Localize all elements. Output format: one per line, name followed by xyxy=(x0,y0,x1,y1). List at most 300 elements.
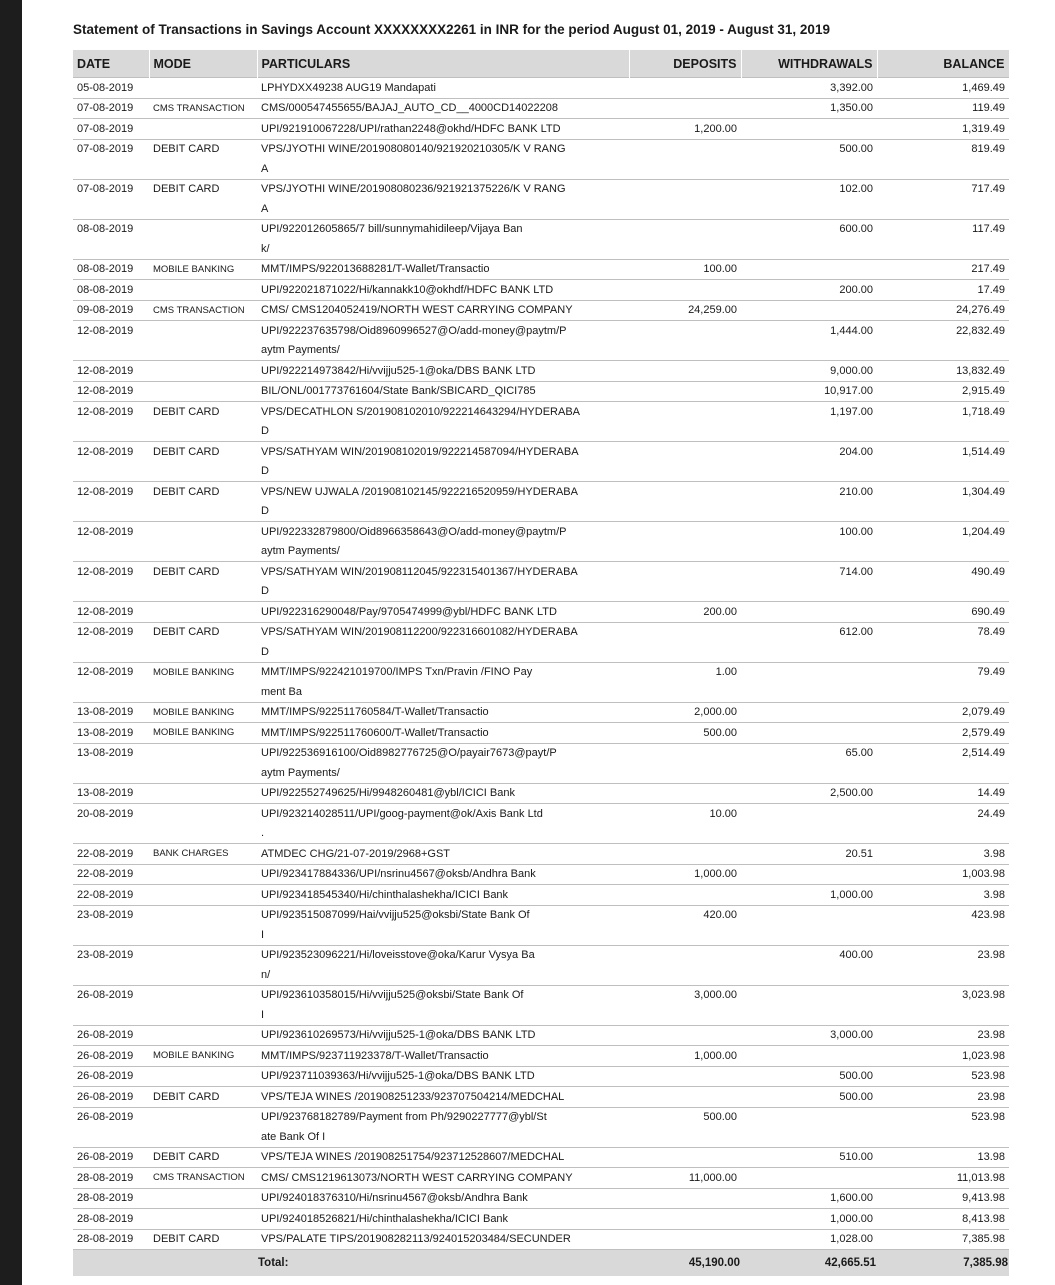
table-row xyxy=(73,662,1009,682)
table-row-continuation xyxy=(73,1005,1009,1025)
row-deposits xyxy=(629,885,741,906)
row-particulars: MMT/IMPS/922511760584/T-Wallet/Transactio xyxy=(257,702,629,723)
row-particulars: UPI/922237635798/Oid8960996527@O/add-money@paytm/P xyxy=(257,321,629,341)
row-balance: 1,003.98 xyxy=(877,864,1009,885)
row-deposits: 3,000.00 xyxy=(629,985,741,1005)
row-balance: 23.98 xyxy=(877,945,1009,965)
statement-title: Statement of Transactions in Savings Account XXXXXXXX2261 in INR for the period August 01, 2019 - August 31, 2019 xyxy=(73,22,830,37)
row-mode: MOBILE BANKING xyxy=(149,259,257,280)
table-row xyxy=(73,945,1009,965)
row-mode xyxy=(149,804,257,824)
table-row xyxy=(73,119,1009,140)
table-row-continuation xyxy=(73,159,1009,179)
row-particulars-continuation: A xyxy=(261,162,269,175)
row-date: 07-08-2019 xyxy=(73,179,149,199)
row-withdrawals xyxy=(741,702,877,723)
row-deposits xyxy=(629,139,741,159)
row-balance: 1,718.49 xyxy=(877,402,1009,422)
row-mode xyxy=(149,361,257,382)
row-date: 28-08-2019 xyxy=(73,1229,149,1250)
row-particulars: VPS/TEJA WINES /201908251233/923707504214/MEDCHAL xyxy=(257,1087,629,1108)
row-balance: 22,832.49 xyxy=(877,321,1009,341)
row-mode: DEBIT CARD xyxy=(149,1147,257,1168)
row-balance: 9,413.98 xyxy=(877,1188,1009,1209)
row-date: 13-08-2019 xyxy=(73,723,149,744)
table-row-continuation xyxy=(73,239,1009,259)
row-date: 22-08-2019 xyxy=(73,864,149,885)
table-row xyxy=(73,1087,1009,1108)
row-balance: 217.49 xyxy=(877,259,1009,280)
table-row xyxy=(73,98,1009,119)
row-withdrawals: 500.00 xyxy=(741,1087,877,1108)
table-row xyxy=(73,442,1009,462)
row-particulars: VPS/SATHYAM WIN/201908102019/922214587094/HYDERABA xyxy=(257,442,629,462)
row-balance: 717.49 xyxy=(877,179,1009,199)
total-label: Total: xyxy=(257,1250,629,1277)
table-row xyxy=(73,361,1009,382)
row-date: 26-08-2019 xyxy=(73,1025,149,1046)
row-balance: 3.98 xyxy=(877,885,1009,906)
row-mode xyxy=(149,864,257,885)
row-withdrawals: 2,500.00 xyxy=(741,783,877,804)
table-row xyxy=(73,219,1009,239)
row-particulars: MMT/IMPS/923711923378/T-Wallet/Transactio xyxy=(257,1046,629,1067)
table-row-continuation xyxy=(73,1127,1009,1147)
row-balance: 2,579.49 xyxy=(877,723,1009,744)
statement-page xyxy=(73,14,1009,1276)
row-deposits xyxy=(629,743,741,763)
row-mode: DEBIT CARD xyxy=(149,139,257,159)
row-particulars-continuation: ate Bank Of I xyxy=(261,1130,326,1143)
row-mode xyxy=(149,78,257,99)
table-row-continuation xyxy=(73,462,1009,482)
row-date: 05-08-2019 xyxy=(73,78,149,99)
row-withdrawals: 210.00 xyxy=(741,482,877,502)
row-mode xyxy=(149,905,257,925)
row-particulars-continuation: I xyxy=(261,1008,265,1021)
row-date: 12-08-2019 xyxy=(73,402,149,422)
row-mode: CMS TRANSACTION xyxy=(149,1168,257,1189)
table-row xyxy=(73,885,1009,906)
table-row xyxy=(73,1188,1009,1209)
row-balance: 24.49 xyxy=(877,804,1009,824)
row-balance: 17.49 xyxy=(877,280,1009,301)
row-particulars: VPS/SATHYAM WIN/201908112045/922315401367/HYDERABA xyxy=(257,562,629,582)
row-balance: 8,413.98 xyxy=(877,1209,1009,1230)
table-row xyxy=(73,522,1009,542)
table-row-continuation xyxy=(73,682,1009,702)
table-row xyxy=(73,702,1009,723)
row-mode: MOBILE BANKING xyxy=(149,723,257,744)
row-deposits: 420.00 xyxy=(629,905,741,925)
row-mode xyxy=(149,985,257,1005)
row-mode: DEBIT CARD xyxy=(149,562,257,582)
row-particulars: UPI/924018376310/Hi/nsrinu4567@oksb/Andhra Bank xyxy=(257,1188,629,1209)
total-balance: 7,385.98 xyxy=(877,1250,1009,1277)
row-deposits xyxy=(629,1087,741,1108)
row-date: 28-08-2019 xyxy=(73,1188,149,1209)
row-mode xyxy=(149,885,257,906)
row-deposits xyxy=(629,98,741,119)
table-row xyxy=(73,259,1009,280)
row-deposits xyxy=(629,562,741,582)
table-row-continuation xyxy=(73,502,1009,522)
row-particulars: UPI/922332879800/Oid8966358643@O/add-money@paytm/P xyxy=(257,522,629,542)
header-mode: MODE xyxy=(149,50,257,78)
table-row-continuation xyxy=(73,965,1009,985)
row-mode: BANK CHARGES xyxy=(149,844,257,865)
row-mode: DEBIT CARD xyxy=(149,482,257,502)
row-particulars: VPS/PALATE TIPS/201908282113/924015203484/SECUNDER xyxy=(257,1229,629,1250)
row-particulars: MMT/IMPS/922013688281/T-Wallet/Transactio xyxy=(257,259,629,280)
row-deposits: 24,259.00 xyxy=(629,300,741,321)
row-deposits xyxy=(629,1147,741,1168)
table-row xyxy=(73,402,1009,422)
row-particulars: UPI/922214973842/Hi/vvijju525-1@oka/DBS BANK LTD xyxy=(257,361,629,382)
row-balance: 23.98 xyxy=(877,1025,1009,1046)
row-mode: MOBILE BANKING xyxy=(149,1046,257,1067)
row-mode xyxy=(149,1107,257,1127)
row-balance: 1,514.49 xyxy=(877,442,1009,462)
row-particulars-continuation: D xyxy=(261,425,269,438)
table-row xyxy=(73,743,1009,763)
row-particulars: MMT/IMPS/922421019700/IMPS Txn/Pravin /FINO Pay xyxy=(257,662,629,682)
row-balance: 3,023.98 xyxy=(877,985,1009,1005)
row-date: 12-08-2019 xyxy=(73,602,149,623)
table-row xyxy=(73,622,1009,642)
row-date: 12-08-2019 xyxy=(73,662,149,682)
row-deposits xyxy=(629,1229,741,1250)
row-withdrawals: 200.00 xyxy=(741,280,877,301)
row-withdrawals: 102.00 xyxy=(741,179,877,199)
row-particulars: UPI/923711039363/Hi/vvijju525-1@oka/DBS BANK LTD xyxy=(257,1066,629,1087)
row-balance: 2,915.49 xyxy=(877,381,1009,402)
row-date: 20-08-2019 xyxy=(73,804,149,824)
row-particulars: UPI/922552749625/Hi/9948260481@ybl/ICICI Bank xyxy=(257,783,629,804)
row-mode xyxy=(149,945,257,965)
row-particulars: LPHYDXX49238 AUG19 Mandapati xyxy=(257,78,629,99)
row-deposits xyxy=(629,482,741,502)
row-withdrawals xyxy=(741,119,877,140)
table-row xyxy=(73,1147,1009,1168)
row-mode xyxy=(149,1188,257,1209)
row-mode xyxy=(149,522,257,542)
row-mode xyxy=(149,119,257,140)
row-withdrawals: 20.51 xyxy=(741,844,877,865)
transactions-body xyxy=(73,78,1009,1250)
table-row-continuation xyxy=(73,542,1009,562)
row-balance: 14.49 xyxy=(877,783,1009,804)
row-balance: 523.98 xyxy=(877,1066,1009,1087)
table-row-continuation xyxy=(73,422,1009,442)
row-particulars-continuation: I xyxy=(261,928,265,941)
row-date: 28-08-2019 xyxy=(73,1209,149,1230)
row-particulars: UPI/922316290048/Pay/9705474999@ybl/HDFC BANK LTD xyxy=(257,602,629,623)
row-particulars: UPI/922012605865/7 bill/sunnymahidileep/Vijaya Ban xyxy=(257,219,629,239)
table-row xyxy=(73,1025,1009,1046)
table-row xyxy=(73,602,1009,623)
row-particulars-continuation: aytm Payments/ xyxy=(261,766,340,779)
row-deposits xyxy=(629,522,741,542)
header-particulars: PARTICULARS xyxy=(257,50,629,78)
table-row xyxy=(73,723,1009,744)
table-row-continuation xyxy=(73,763,1009,783)
table-row xyxy=(73,321,1009,341)
row-particulars: CMS/ CMS1219613073/NORTH WEST CARRYING COMPANY xyxy=(257,1168,629,1189)
table-row xyxy=(73,804,1009,824)
row-particulars-continuation: n/ xyxy=(261,968,271,981)
row-withdrawals: 510.00 xyxy=(741,1147,877,1168)
row-withdrawals: 65.00 xyxy=(741,743,877,763)
row-balance: 23.98 xyxy=(877,1087,1009,1108)
table-row xyxy=(73,905,1009,925)
table-row xyxy=(73,179,1009,199)
row-deposits: 1,000.00 xyxy=(629,1046,741,1067)
row-particulars-continuation: D xyxy=(261,505,269,518)
row-deposits: 1.00 xyxy=(629,662,741,682)
row-mode xyxy=(149,602,257,623)
row-withdrawals xyxy=(741,300,877,321)
row-withdrawals: 500.00 xyxy=(741,139,877,159)
row-balance: 13,832.49 xyxy=(877,361,1009,382)
table-row-continuation xyxy=(73,824,1009,844)
transactions-table xyxy=(73,50,1010,1276)
row-deposits xyxy=(629,945,741,965)
row-withdrawals: 714.00 xyxy=(741,562,877,582)
total-row xyxy=(73,1250,1009,1277)
row-withdrawals: 1,350.00 xyxy=(741,98,877,119)
row-particulars: UPI/923515087099/Hai/vvijju525@oksbi/State Bank Of xyxy=(257,905,629,925)
row-particulars: VPS/JYOTHI WINE/201908080140/921920210305/K V RANG xyxy=(257,139,629,159)
row-date: 26-08-2019 xyxy=(73,1066,149,1087)
row-withdrawals: 10,917.00 xyxy=(741,381,877,402)
table-row-continuation xyxy=(73,199,1009,219)
table-row xyxy=(73,381,1009,402)
row-withdrawals xyxy=(741,1168,877,1189)
row-particulars: UPI/923417884336/UPI/nsrinu4567@oksb/Andhra Bank xyxy=(257,864,629,885)
row-deposits xyxy=(629,622,741,642)
row-deposits: 11,000.00 xyxy=(629,1168,741,1189)
total-deposits: 45,190.00 xyxy=(629,1250,741,1277)
row-mode xyxy=(149,1025,257,1046)
row-balance: 2,514.49 xyxy=(877,743,1009,763)
table-row xyxy=(73,139,1009,159)
row-mode xyxy=(149,219,257,239)
row-mode: MOBILE BANKING xyxy=(149,702,257,723)
row-date: 07-08-2019 xyxy=(73,98,149,119)
row-date: 26-08-2019 xyxy=(73,1107,149,1127)
row-date: 12-08-2019 xyxy=(73,482,149,502)
row-deposits xyxy=(629,402,741,422)
row-particulars: VPS/JYOTHI WINE/201908080236/921921375226/K V RANG xyxy=(257,179,629,199)
row-balance: 13.98 xyxy=(877,1147,1009,1168)
row-date: 12-08-2019 xyxy=(73,442,149,462)
row-deposits xyxy=(629,361,741,382)
row-particulars-continuation: D xyxy=(261,465,269,478)
table-row xyxy=(73,1168,1009,1189)
row-mode: DEBIT CARD xyxy=(149,442,257,462)
row-particulars: UPI/921910067228/UPI/rathan2248@okhd/HDFC BANK LTD xyxy=(257,119,629,140)
row-deposits: 1,200.00 xyxy=(629,119,741,140)
row-date: 23-08-2019 xyxy=(73,905,149,925)
row-deposits xyxy=(629,783,741,804)
table-row xyxy=(73,562,1009,582)
row-date: 08-08-2019 xyxy=(73,280,149,301)
row-balance: 690.49 xyxy=(877,602,1009,623)
table-row xyxy=(73,280,1009,301)
row-date: 07-08-2019 xyxy=(73,139,149,159)
row-particulars-continuation: D xyxy=(261,645,269,658)
row-withdrawals: 600.00 xyxy=(741,219,877,239)
row-particulars: ATMDEC CHG/21-07-2019/2968+GST xyxy=(257,844,629,865)
row-particulars: VPS/TEJA WINES /201908251754/923712528607/MEDCHAL xyxy=(257,1147,629,1168)
row-deposits xyxy=(629,179,741,199)
row-deposits: 500.00 xyxy=(629,1107,741,1127)
table-row xyxy=(73,783,1009,804)
header-withdrawals: WITHDRAWALS xyxy=(741,50,877,78)
row-particulars: BIL/ONL/001773761604/State Bank/SBICARD_QICI785 xyxy=(257,381,629,402)
total-withdrawals: 42,665.51 xyxy=(741,1250,877,1277)
row-withdrawals: 1,197.00 xyxy=(741,402,877,422)
row-particulars: VPS/DECATHLON S/201908102010/922214643294/HYDERABA xyxy=(257,402,629,422)
row-balance: 490.49 xyxy=(877,562,1009,582)
row-deposits xyxy=(629,1025,741,1046)
row-mode xyxy=(149,280,257,301)
row-withdrawals xyxy=(741,723,877,744)
row-particulars-continuation: A xyxy=(261,202,269,215)
row-withdrawals: 100.00 xyxy=(741,522,877,542)
row-mode xyxy=(149,381,257,402)
table-row xyxy=(73,985,1009,1005)
row-balance: 819.49 xyxy=(877,139,1009,159)
row-particulars: UPI/923418545340/Hi/chinthalashekha/ICICI Bank xyxy=(257,885,629,906)
row-date: 12-08-2019 xyxy=(73,321,149,341)
row-withdrawals: 400.00 xyxy=(741,945,877,965)
row-particulars-continuation: aytm Payments/ xyxy=(261,545,340,558)
row-date: 26-08-2019 xyxy=(73,1087,149,1108)
row-withdrawals: 9,000.00 xyxy=(741,361,877,382)
table-row xyxy=(73,1046,1009,1067)
header-deposits: DEPOSITS xyxy=(629,50,741,78)
row-particulars: UPI/922536916100/Oid8982776725@O/payair7673@payt/P xyxy=(257,743,629,763)
row-balance: 523.98 xyxy=(877,1107,1009,1127)
row-date: 28-08-2019 xyxy=(73,1168,149,1189)
row-particulars-continuation: aytm Payments/ xyxy=(261,344,340,357)
row-withdrawals: 1,000.00 xyxy=(741,1209,877,1230)
row-balance: 2,079.49 xyxy=(877,702,1009,723)
row-deposits: 1,000.00 xyxy=(629,864,741,885)
table-row xyxy=(73,1229,1009,1250)
row-withdrawals: 1,028.00 xyxy=(741,1229,877,1250)
row-withdrawals: 500.00 xyxy=(741,1066,877,1087)
row-deposits xyxy=(629,280,741,301)
row-particulars: MMT/IMPS/922511760600/T-Wallet/Transactio xyxy=(257,723,629,744)
row-particulars: UPI/924018526821/Hi/chinthalashekha/ICICI Bank xyxy=(257,1209,629,1230)
row-date: 12-08-2019 xyxy=(73,381,149,402)
row-date: 12-08-2019 xyxy=(73,622,149,642)
row-date: 26-08-2019 xyxy=(73,1046,149,1067)
row-withdrawals xyxy=(741,1107,877,1127)
table-header-row xyxy=(73,50,1009,78)
row-balance: 1,319.49 xyxy=(877,119,1009,140)
row-date: 13-08-2019 xyxy=(73,783,149,804)
row-particulars: CMS/000547455655/BAJAJ_AUTO_CD__4000CD14022208 xyxy=(257,98,629,119)
row-withdrawals: 612.00 xyxy=(741,622,877,642)
row-date: 12-08-2019 xyxy=(73,522,149,542)
table-row xyxy=(73,864,1009,885)
table-row-continuation xyxy=(73,642,1009,662)
row-balance: 78.49 xyxy=(877,622,1009,642)
row-deposits xyxy=(629,1209,741,1230)
row-date: 13-08-2019 xyxy=(73,702,149,723)
row-particulars: UPI/923610358015/Hi/vvijju525@oksbi/State Bank Of xyxy=(257,985,629,1005)
row-deposits xyxy=(629,381,741,402)
row-withdrawals xyxy=(741,864,877,885)
row-mode: DEBIT CARD xyxy=(149,622,257,642)
row-deposits xyxy=(629,442,741,462)
row-deposits: 100.00 xyxy=(629,259,741,280)
row-withdrawals xyxy=(741,662,877,682)
row-balance: 423.98 xyxy=(877,905,1009,925)
row-withdrawals xyxy=(741,602,877,623)
row-particulars-continuation: ment Ba xyxy=(261,685,302,698)
row-particulars: UPI/923768182789/Payment from Ph/9290227777@ybl/St xyxy=(257,1107,629,1127)
row-balance: 7,385.98 xyxy=(877,1229,1009,1250)
row-mode: CMS TRANSACTION xyxy=(149,300,257,321)
row-deposits xyxy=(629,1188,741,1209)
row-mode: DEBIT CARD xyxy=(149,1087,257,1108)
row-date: 08-08-2019 xyxy=(73,259,149,280)
row-mode xyxy=(149,743,257,763)
row-date: 07-08-2019 xyxy=(73,119,149,140)
row-mode xyxy=(149,321,257,341)
row-withdrawals xyxy=(741,804,877,824)
row-date: 13-08-2019 xyxy=(73,743,149,763)
row-deposits: 500.00 xyxy=(629,723,741,744)
row-mode xyxy=(149,1066,257,1087)
table-row xyxy=(73,300,1009,321)
row-balance: 24,276.49 xyxy=(877,300,1009,321)
row-balance: 3.98 xyxy=(877,844,1009,865)
row-date: 22-08-2019 xyxy=(73,885,149,906)
row-particulars: UPI/922021871022/Hi/kannakk10@okhdf/HDFC BANK LTD xyxy=(257,280,629,301)
row-balance: 79.49 xyxy=(877,662,1009,682)
header-balance: BALANCE xyxy=(877,50,1009,78)
row-mode: DEBIT CARD xyxy=(149,179,257,199)
row-mode: DEBIT CARD xyxy=(149,402,257,422)
row-mode xyxy=(149,1209,257,1230)
row-deposits xyxy=(629,1066,741,1087)
row-withdrawals: 1,600.00 xyxy=(741,1188,877,1209)
header-date: DATE xyxy=(73,50,149,78)
row-particulars: CMS/ CMS1204052419/NORTH WEST CARRYING COMPANY xyxy=(257,300,629,321)
row-balance: 11,013.98 xyxy=(877,1168,1009,1189)
row-date: 12-08-2019 xyxy=(73,562,149,582)
row-particulars: VPS/NEW UJWALA /201908102145/922216520959/HYDERABA xyxy=(257,482,629,502)
row-deposits: 2,000.00 xyxy=(629,702,741,723)
table-row xyxy=(73,482,1009,502)
row-withdrawals: 3,392.00 xyxy=(741,78,877,99)
row-deposits xyxy=(629,321,741,341)
row-withdrawals xyxy=(741,905,877,925)
row-mode xyxy=(149,783,257,804)
row-deposits: 200.00 xyxy=(629,602,741,623)
row-date: 09-08-2019 xyxy=(73,300,149,321)
row-withdrawals xyxy=(741,1046,877,1067)
row-withdrawals xyxy=(741,985,877,1005)
table-row xyxy=(73,844,1009,865)
table-row-continuation xyxy=(73,925,1009,945)
